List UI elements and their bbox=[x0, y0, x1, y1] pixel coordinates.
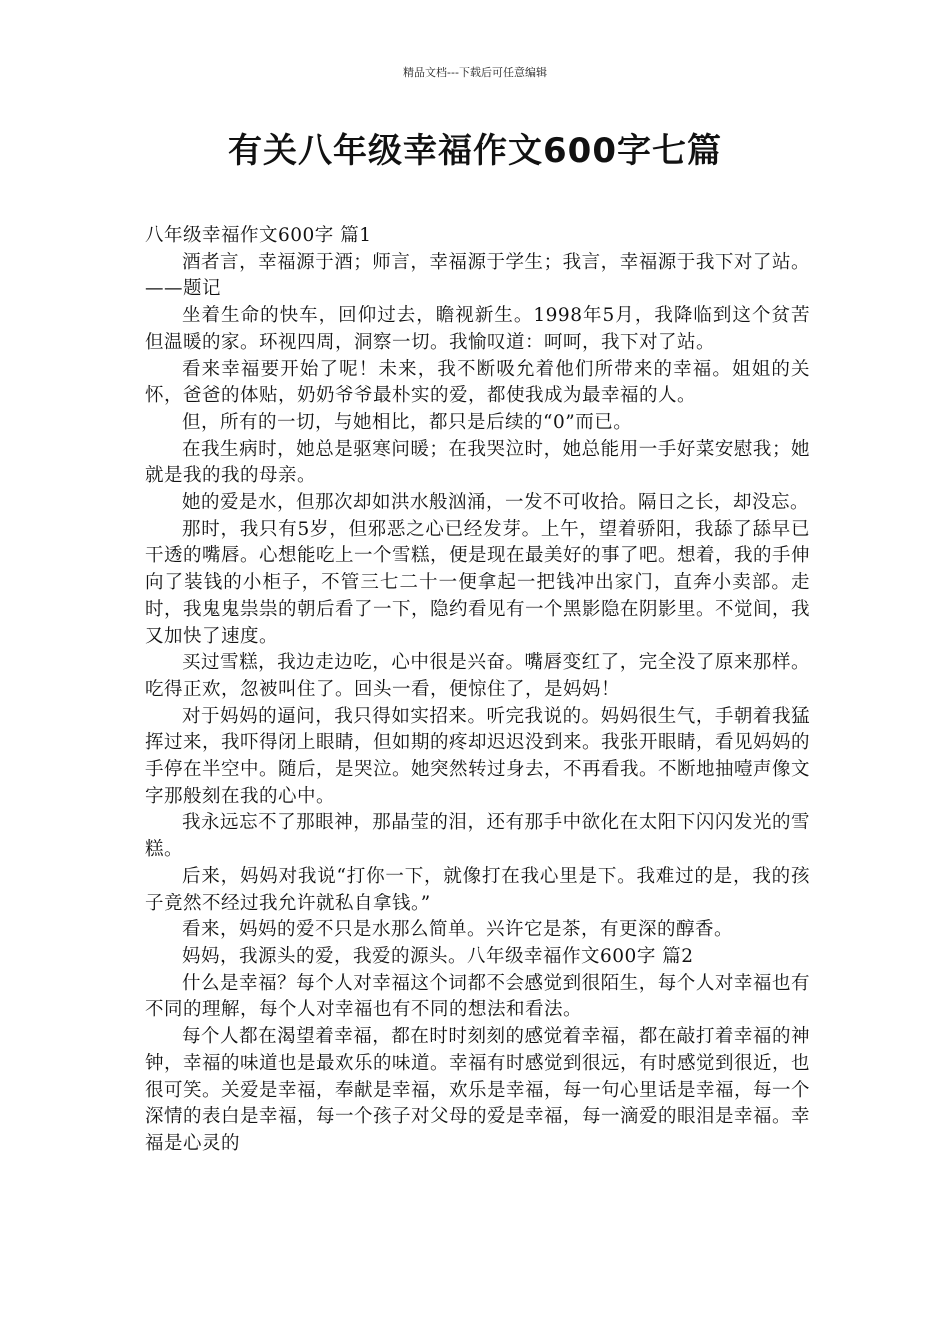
paragraph: 对于妈妈的逼问，我只得如实招来。听完我说的。妈妈很生气，手朝着我猛挥过来，我吓得闭上眼睛，但如期的疼却迟迟没到来。我张开眼睛，看见妈妈的手停在半空中。随后，是哭泣。她突然转过身去，不再看我。不断地抽噎声像文字那般刻在我的心中。 bbox=[145, 705, 811, 807]
paragraph: 坐着生命的快车，回仰过去，瞻视新生。1998年5月，我降临到这个贫苦但温暖的家。环视四周，洞察一切。我愉叹道：呵呵，我下对了站。 bbox=[145, 305, 810, 353]
paragraph: 看来，妈妈的爱不只是水那么简单。兴许它是茶，有更深的醇香。 bbox=[182, 919, 734, 941]
paragraph: 看来幸福要开始了呢！未来，我不断吸允着他们所带来的幸福。姐姐的关怀，爸爸的体贴，奶奶爷爷最朴实的爱，都使我成为最幸福的人。 bbox=[145, 358, 810, 407]
paragraph: 买过雪糕，我边走边吃，心中很是兴奋。嘴唇变红了，完全没了原来那样。吃得正欢，忽被叫住了。回头一看，便惊住了，是妈妈！ bbox=[145, 652, 810, 700]
paragraph: 每个人都在渴望着幸福，都在时时刻刻的感觉着幸福，都在敲打着幸福的神钟，幸福的味道也是最欢乐的味道。幸福有时感觉到很远，有时感觉到很近，也很可笑。关爱是幸福，奉献是幸福，欢乐是幸福，每一句心里话是幸福，每一个深情的表白是幸福，每一个孩子对父母的爱是幸福，每一滴爱的眼泪是幸福。幸福是心灵的 bbox=[145, 1026, 811, 1154]
article-body bbox=[145, 223, 810, 1158]
paragraph: 但，所有的一切，与她相比，都只是后续的“0”而已。 bbox=[182, 411, 633, 433]
header-note: 精品文档---下载后可任意编辑 bbox=[403, 66, 547, 79]
paragraph: 在我生病时，她总是驱寒问暖；在我哭泣时，她总能用一手好菜安慰我；她就是我的我的母亲。 bbox=[145, 438, 810, 487]
paragraph: 她的爱是水，但那次却如洪水般汹涌，一发不可收拾。隔日之长，却没忘。 bbox=[182, 492, 810, 514]
paragraph: 那时，我只有5岁，但邪恶之心已经发芽。上午，望着骄阳，我舔了舔早已干透的嘴唇。心想能吃上一个雪糕，便是现在最美好的事了吧。想着，我的手伸向了装钱的小柜子，不管三七二十一便拿起一把钱冲出家门，直奔小卖部。走时，我鬼鬼祟祟的朝后看了一下，隐约看见有一个黑影隐在阴影里。不觉间，我又加快了速度。 bbox=[145, 518, 811, 647]
paragraph: 什么是幸福？每个人对幸福这个词都不会感觉到很陌生，每个人对幸福也有不同的理解，每个人对幸福也有不同的想法和看法。 bbox=[145, 972, 810, 1021]
paragraph: 后来，妈妈对我说“打你一下，就像打在我心里是下。我难过的是，我的孩子竟然不经过我允许就私自拿钱。” bbox=[145, 865, 810, 914]
document-title: 有关八年级幸福作文600字七篇 bbox=[228, 131, 722, 171]
paragraph-with-section-heading-2: 妈妈，我源头的爱，我爱的源头。八年级幸福作文600字 篇2 bbox=[182, 945, 694, 967]
paragraph: 我永远忘不了那眼神，那晶莹的泪，还有那手中欲化在太阳下闪闪发光的雪糕。 bbox=[145, 812, 810, 861]
section-heading-1: 八年级幸福作文600字 篇1 bbox=[145, 225, 372, 246]
paragraph: 酒者言，幸福源于酒；师言，幸福源于学生；我言，幸福源于我下对了站。——题记 bbox=[145, 251, 810, 300]
